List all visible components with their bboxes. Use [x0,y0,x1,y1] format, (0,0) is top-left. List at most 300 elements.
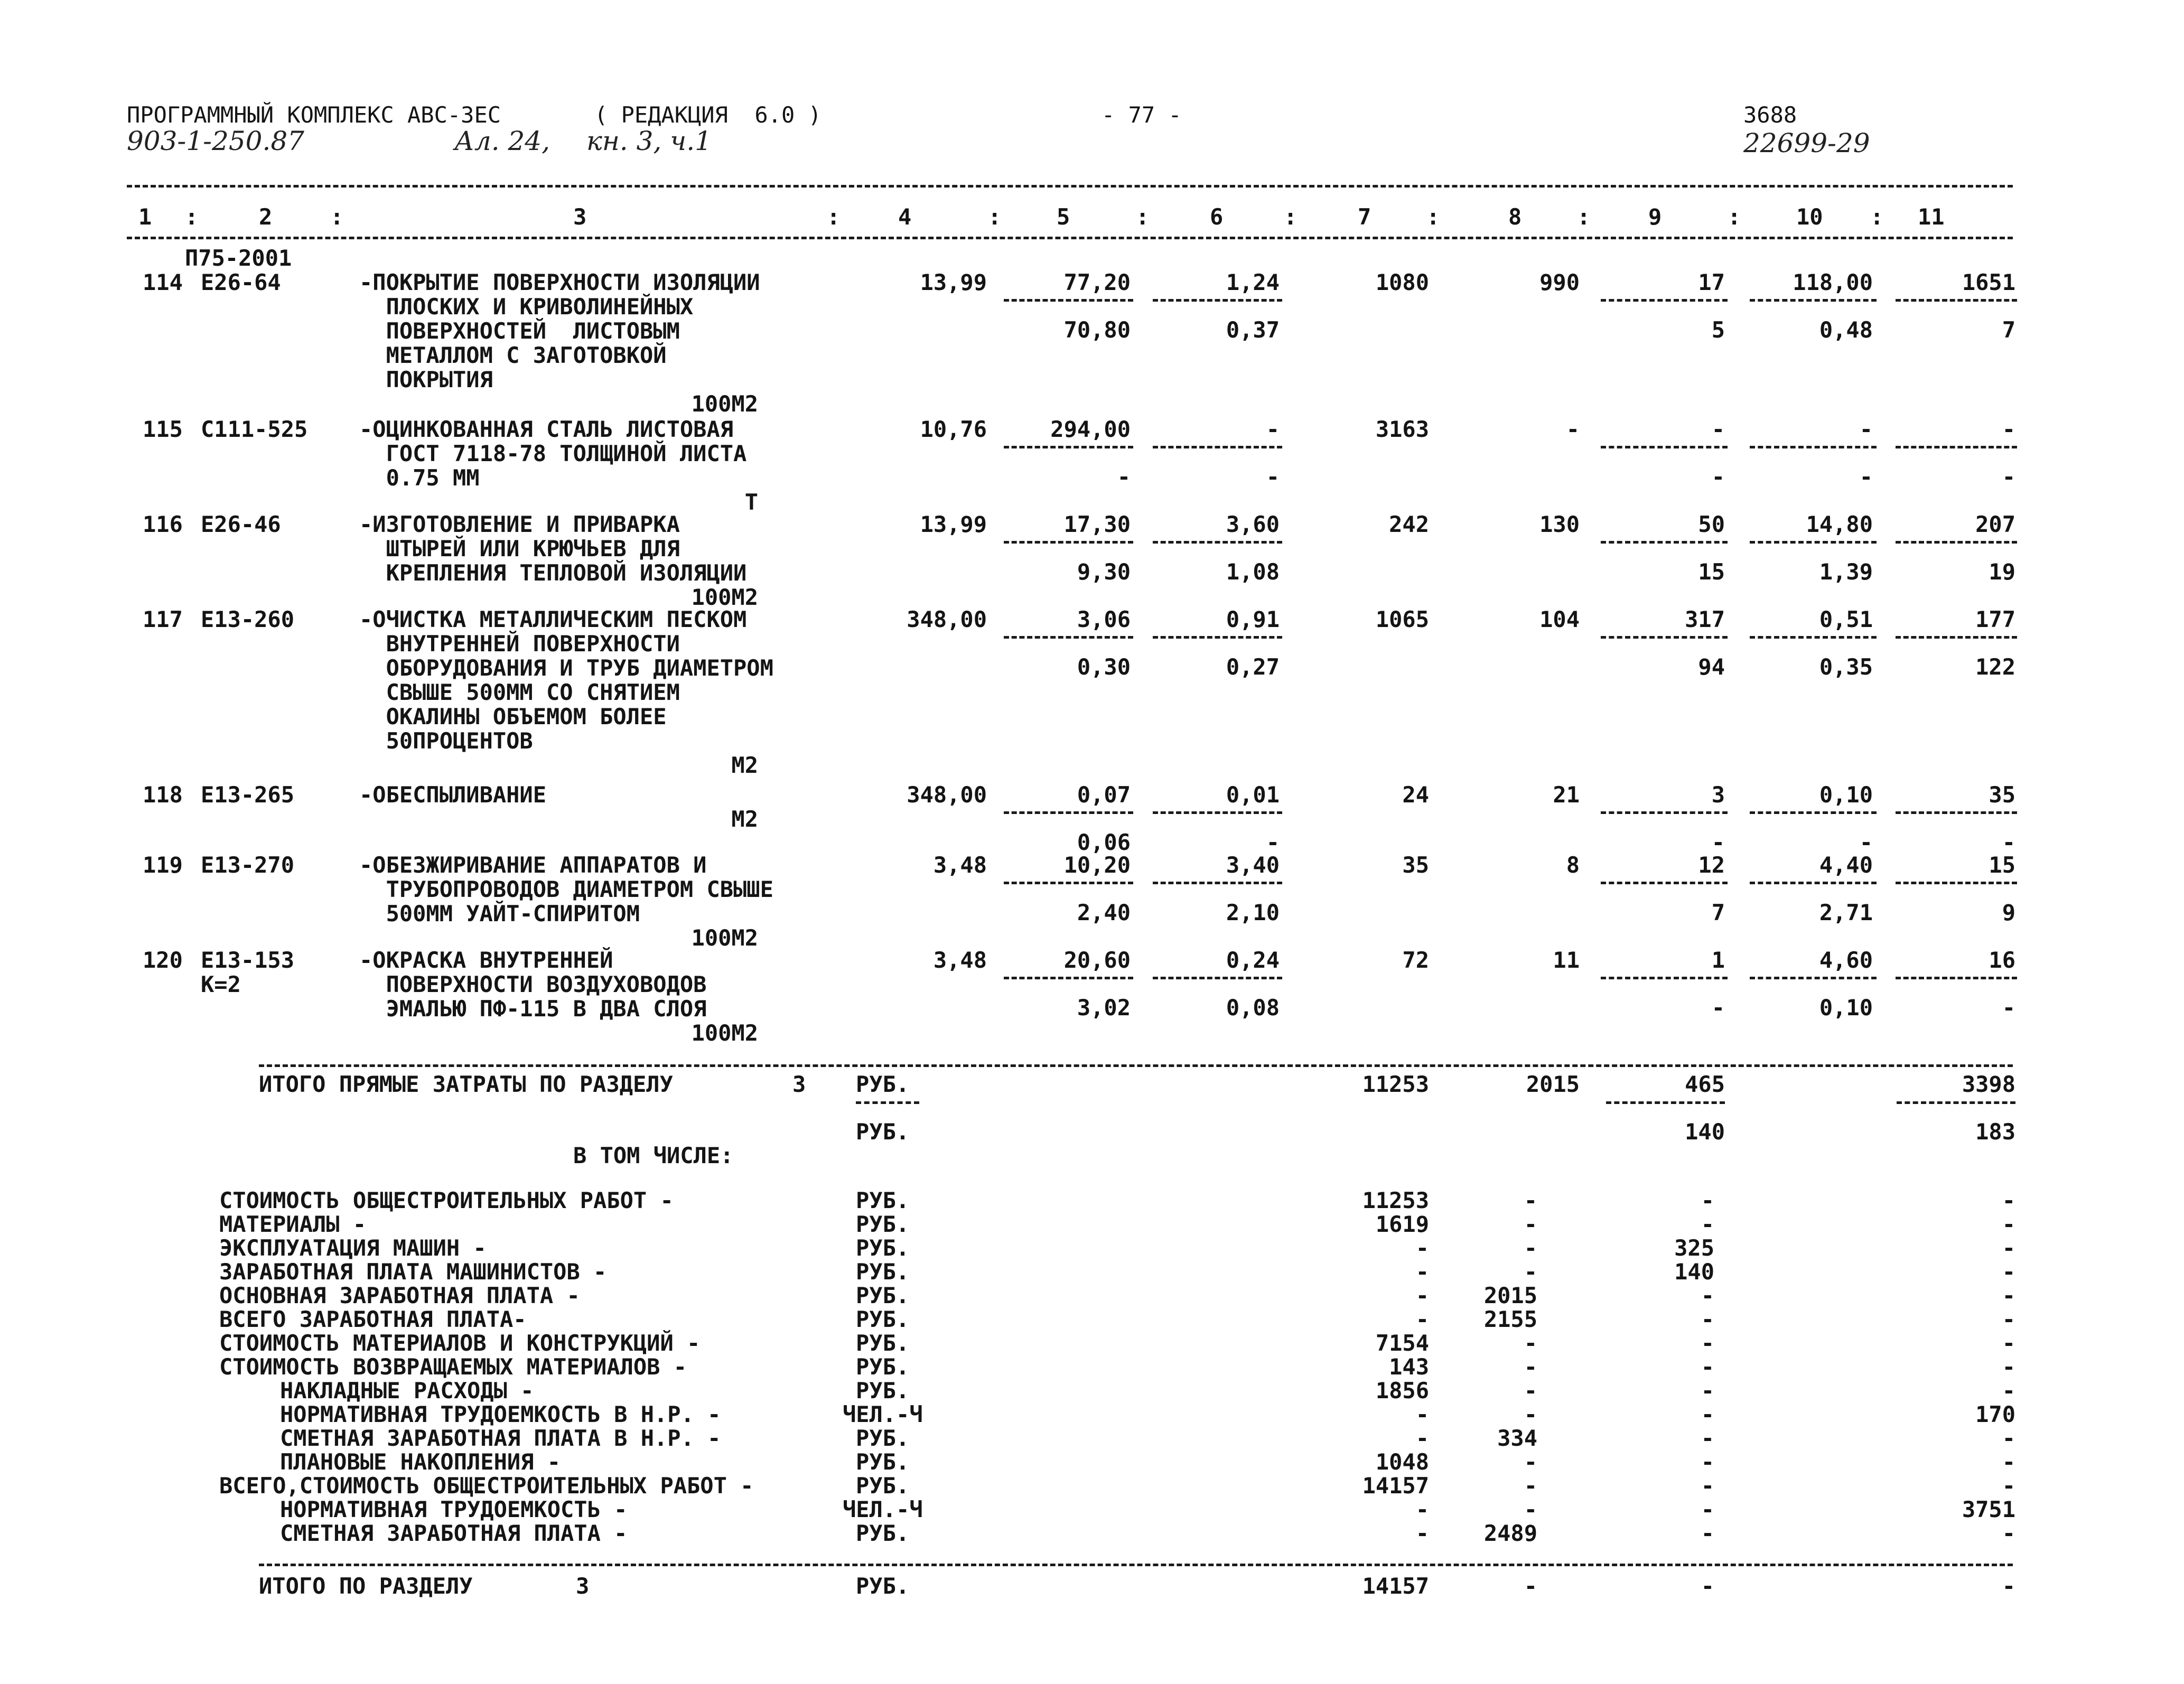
item-machinist-labor: 0,48 [1819,317,1873,343]
handwritten-album: Ал. 24, [454,126,550,156]
item-unit-wages: 2,40 [1077,900,1131,925]
breakdown-wages: - [1524,1496,1537,1522]
breakdown-label: МАТЕРИАЛЫ - [219,1211,367,1237]
item-subline-rule [1601,882,1728,884]
item-subline-rule [1750,446,1877,448]
item-labor: 4,60 [1819,947,1873,973]
breakdown-labor: - [2002,1425,2015,1451]
final-rule [259,1564,2013,1566]
item-code: Е13-153 [201,947,295,973]
handwritten-project-code: 903-1-250.87 [127,126,304,156]
breakdown-label: СМЕТНАЯ ЗАРАБОТНАЯ ПЛАТА - [280,1520,628,1546]
item-unit: 100М2 [691,391,758,417]
breakdown-labor: 3751 [1962,1496,2015,1522]
item-description-line: -ОБЕСПЫЛИВАНИЕ [359,782,547,808]
item-description-line: 50ПРОЦЕНТОВ [359,728,533,754]
breakdown-cost: 7154 [1375,1330,1429,1356]
item-unit-machine: - [1266,416,1280,442]
column-separator: : [1136,204,1150,230]
item-labor-total: 16 [1989,947,2015,973]
item-machinist-labor-total: 9 [2002,900,2015,925]
breakdown-cost: 11253 [1362,1187,1429,1213]
item-machinist-wages: - [1711,464,1725,490]
item-total-cost: 1065 [1375,606,1429,632]
item-subline-rule [1601,811,1728,814]
item-description-line: -ИЗГОТОВЛЕНИЕ И ПРИВАРКА [359,511,680,537]
item-subline-rule [1153,882,1282,884]
breakdown-labor: - [2002,1211,2015,1237]
breakdown-unit: ЧЕЛ.-Ч [843,1496,923,1522]
item-machinist-labor-total: 19 [1989,559,2015,585]
breakdown-cost: - [1415,1425,1429,1451]
item-unit-machine: 3,60 [1226,511,1280,537]
breakdown-machine: - [1701,1425,1714,1451]
item-code: Е26-46 [201,511,281,537]
table-top-rule [127,185,2013,188]
breakdown-wages: - [1524,1259,1537,1285]
item-unit-machinist-wages: 0,08 [1226,995,1280,1021]
breakdown-wages: 334 [1497,1425,1537,1451]
item-unit-cost: 0,07 [1077,782,1131,808]
final-total-section: 3 [576,1573,590,1599]
breakdown-label: НОРМАТИВНАЯ ТРУДОЕМКОСТЬ В Н.Р. - [280,1401,721,1427]
column-header-rule [127,237,2013,239]
column-number: 6 [1210,204,1224,230]
item-description-line: ОБОРУДОВАНИЯ И ТРУБ ДИАМЕТРОМ [359,655,773,681]
final-total-cost: 14157 [1362,1573,1429,1599]
item-code: Е26-64 [201,269,281,295]
item-machinist-wages: 7 [1711,900,1725,925]
breakdown-labor: - [2002,1235,2015,1261]
item-quantity: 3,48 [933,852,987,878]
breakdown-label: НАКЛАДНЫЕ РАСХОДЫ - [280,1378,534,1404]
breakdown-label: ОСНОВНАЯ ЗАРАБОТНАЯ ПЛАТА - [219,1283,580,1308]
breakdown-machine: - [1701,1306,1714,1332]
item-machinist-labor: 1,39 [1819,559,1873,585]
direct-costs-machine-rule [1606,1101,1725,1104]
item-machinist-labor: - [1859,464,1873,490]
breakdown-unit: РУБ. [856,1520,910,1546]
item-subline-rule [1750,299,1877,302]
item-total-wages: 8 [1566,852,1580,878]
breakdown-unit: РУБ. [856,1330,910,1356]
item-description-line: ЭМАЛЬЮ ПФ-115 В ДВА СЛОЯ [359,996,707,1022]
item-subline-rule [1601,446,1728,448]
final-total-unit: РУБ. [856,1573,910,1599]
direct-costs-unit: РУБ. [856,1071,910,1097]
item-unit-machinist-wages: 0,27 [1226,654,1280,680]
item-unit: 100М2 [691,584,758,610]
breakdown-labor: 170 [1975,1401,2015,1427]
handwritten-inventory-number: 22699-29 [1743,128,1870,158]
item-number: 114 [143,269,183,295]
breakdown-unit: РУБ. [856,1354,910,1380]
column-number: 3 [573,204,587,230]
column-separator: : [1284,204,1298,230]
direct-costs-machinist-wages: 140 [1685,1119,1725,1145]
program-name: ПРОГРАММНЫЙ КОМПЛЕКС АВС-ЗЕС [127,102,501,128]
item-description-line: КРЕПЛЕНИЯ ТЕПЛОВОЙ ИЗОЛЯЦИИ [359,560,747,586]
item-subline-rule [1750,636,1877,639]
item-unit-cost: 17,30 [1063,511,1131,537]
breakdown-wages: 2155 [1483,1306,1537,1332]
column-number: 9 [1648,204,1662,230]
item-total-cost: 242 [1389,511,1429,537]
item-description-line: ПОКРЫТИЯ [359,367,493,392]
item-total-cost: 24 [1402,782,1429,808]
item-description-line: ПОВЕРХНОСТЕЙ ЛИСТОВЫМ [359,318,680,344]
item-unit-cost: 3,06 [1077,606,1131,632]
item-description-line: ВНУТРЕННЕЙ ПОВЕРХНОСТИ [359,631,680,657]
item-subline-rule [1153,811,1282,814]
breakdown-machine: - [1701,1187,1714,1213]
item-machinist-labor: 0,35 [1819,654,1873,680]
item-machinist-labor: 2,71 [1819,900,1873,925]
final-total-wages: - [1524,1573,1537,1599]
breakdown-wages: - [1524,1401,1537,1427]
breakdown-unit: РУБ. [856,1187,910,1213]
breakdown-labor: - [2002,1259,2015,1285]
breakdown-machine: - [1701,1378,1714,1404]
breakdown-labor: - [2002,1283,2015,1308]
item-subline-rule [1750,882,1877,884]
breakdown-unit: РУБ. [856,1449,910,1475]
breakdown-label: СМЕТНАЯ ЗАРАБОТНАЯ ПЛАТА В Н.Р. - [280,1425,721,1451]
breakdown-labor: - [2002,1187,2015,1213]
breakdown-unit: РУБ. [856,1306,910,1332]
item-subline-rule [1004,811,1133,814]
column-number: 1 [138,204,152,230]
direct-costs-total: 11253 [1362,1071,1429,1097]
document-number: 3688 [1743,102,1797,128]
item-subline-rule [1896,811,2017,814]
column-number: 11 [1918,204,1945,230]
item-description-line: ТРУБОПРОВОДОВ ДИАМЕТРОМ СВЫШЕ [359,876,773,902]
item-total-wages: 990 [1539,269,1580,295]
breakdown-cost: - [1415,1283,1429,1308]
item-machinist-labor-total: 7 [2002,317,2015,343]
breakdown-labor: - [2002,1449,2015,1475]
item-subline-rule [1601,299,1728,302]
item-quantity: 10,76 [920,416,987,442]
final-total-labor: - [2002,1573,2015,1599]
item-labor: 118,00 [1793,269,1873,295]
item-quantity: 13,99 [920,511,987,537]
breakdown-machine: - [1701,1473,1714,1499]
item-unit: Т [744,489,758,515]
final-total-machine: - [1701,1573,1714,1599]
item-quantity: 3,48 [933,947,987,973]
item-labor-total: 207 [1975,511,2015,537]
item-labor-total: 35 [1989,782,2015,808]
item-total-cost: 3163 [1375,416,1429,442]
breakdown-label: ЗАРАБОТНАЯ ПЛАТА МАШИНИСТОВ - [219,1259,607,1285]
item-total-cost: 72 [1402,947,1429,973]
breakdown-machine: - [1701,1520,1714,1546]
item-unit-wages: 0,30 [1077,654,1131,680]
breakdown-cost: - [1415,1496,1429,1522]
item-machinist-wages: - [1711,995,1725,1021]
item-description-line: ПЛОСКИХ И КРИВОЛИНЕЙНЫХ [359,294,694,320]
breakdown-cost: 1856 [1375,1378,1429,1404]
item-unit-machinist-wages: 2,10 [1226,900,1280,925]
column-separator: : [988,204,1002,230]
breakdown-unit: РУБ. [856,1259,910,1285]
column-separator: : [1870,204,1884,230]
item-description-line: СВЫШЕ 500ММ СО СНЯТИЕМ [359,679,680,705]
breakdown-machine: - [1701,1496,1714,1522]
item-total-machine: - [1711,416,1725,442]
item-unit-machine: 0,91 [1226,606,1280,632]
breakdown-cost: 14157 [1362,1473,1429,1499]
item-unit: М2 [731,752,758,778]
final-total-label: ИТОГО ПО РАЗДЕЛУ [259,1573,473,1599]
edition-label: ( РЕДАКЦИЯ 6.0 ) [594,102,822,128]
item-total-machine: 3 [1711,782,1725,808]
breakdown-cost: - [1415,1306,1429,1332]
breakdown-wages: - [1524,1378,1537,1404]
breakdown-machine: - [1701,1283,1714,1308]
breakdown-label: СТОИМОСТЬ ОБЩЕСТРОИТЕЛЬНЫХ РАБОТ - [219,1187,674,1213]
breakdown-wages: 2015 [1483,1283,1537,1308]
item-unit-cost: 10,20 [1063,852,1131,878]
item-total-wages: 21 [1553,782,1580,808]
item-unit-machine: 0,01 [1226,782,1280,808]
breakdown-unit: РУБ. [856,1211,910,1237]
column-number: 10 [1796,204,1823,230]
item-labor-total: 15 [1989,852,2015,878]
item-total-machine: 317 [1685,606,1725,632]
breakdown-label: ВСЕГО ЗАРАБОТНАЯ ПЛАТА- [219,1306,527,1332]
direct-costs-machinist-labor: 183 [1975,1119,2015,1145]
item-description-line: ГОСТ 7118-78 ТОЛЩИНОЙ ЛИСТА [359,441,747,466]
item-unit-cost: 294,00 [1050,416,1131,442]
item-subline-rule [1004,299,1133,302]
direct-costs-label: ИТОГО ПРЯМЫЕ ЗАТРАТЫ ПО РАЗДЕЛУ [259,1071,673,1097]
item-total-wages: - [1566,416,1580,442]
item-labor-total: 1651 [1962,269,2015,295]
breakdown-label: НОРМАТИВНАЯ ТРУДОЕМКОСТЬ - [280,1496,628,1522]
item-code: Е13-270 [201,852,295,878]
column-number: 4 [898,204,912,230]
item-description-line: ОКАЛИНЫ ОБЪЕМОМ БОЛЕЕ [359,704,667,729]
column-number: 8 [1508,204,1522,230]
item-unit-machinist-wages: 0,37 [1226,317,1280,343]
item-subline-rule [1750,541,1877,544]
item-description-line: -ОЧИСТКА МЕТАЛЛИЧЕСКИМ ПЕСКОМ [359,606,747,632]
item-machinist-labor-total: - [2002,995,2015,1021]
direct-costs-labor-rule [1897,1101,2015,1104]
item-unit: М2 [731,806,758,832]
breakdown-label: ПЛАНОВЫЕ НАКОПЛЕНИЯ - [280,1449,561,1475]
item-unit-machinist-wages: - [1266,829,1280,855]
item-machinist-labor-total: 122 [1975,654,2015,680]
item-unit-cost: 20,60 [1063,947,1131,973]
item-number: 116 [143,511,183,537]
item-number: 120 [143,947,183,973]
breakdown-machine: - [1701,1354,1714,1380]
item-subline-rule [1153,977,1282,979]
column-number: 2 [259,204,273,230]
item-total-cost: 1080 [1375,269,1429,295]
item-total-machine: 12 [1698,852,1725,878]
page-number: - 77 - [1102,102,1182,128]
column-separator: : [330,204,344,230]
item-total-wages: 11 [1553,947,1580,973]
item-subline-rule [1153,636,1282,639]
item-code: Е13-265 [201,782,295,808]
item-quantity: 348,00 [907,606,987,632]
item-unit: 100М2 [691,925,758,951]
column-number: 5 [1057,204,1070,230]
item-description-line: 500ММ УАЙТ-СПИРИТОМ [359,901,640,927]
breakdown-wages: - [1524,1473,1537,1499]
item-labor: 14,80 [1806,511,1873,537]
breakdown-label: СТОИМОСТЬ ВОЗВРАЩАЕМЫХ МАТЕРИАЛОВ - [219,1354,687,1380]
breakdown-machine: 140 [1674,1259,1714,1285]
item-total-cost: 35 [1402,852,1429,878]
item-subline-rule [1896,541,2017,544]
breakdown-unit: РУБ. [856,1425,910,1451]
item-description-line: -ОКРАСКА ВНУТРЕННЕЙ [359,947,613,973]
breakdown-labor: - [2002,1520,2015,1546]
item-number: 118 [143,782,183,808]
breakdown-labor: - [2002,1473,2015,1499]
item-quantity: 348,00 [907,782,987,808]
item-number: 117 [143,606,183,632]
item-unit-wages: 0,06 [1077,829,1131,855]
item-subline-rule [1601,636,1728,639]
item-labor-total: 177 [1975,606,2015,632]
breakdown-cost: - [1415,1235,1429,1261]
item-description-line: -ОБЕЗЖИРИВАНИЕ АППАРАТОВ И [359,852,707,878]
totals-top-rule [259,1064,2013,1067]
item-subline-rule [1004,541,1133,544]
breakdown-labor: - [2002,1354,2015,1380]
item-machinist-labor: - [1859,829,1873,855]
direct-costs-unit-2: РУБ. [856,1119,910,1145]
breakdown-labor: - [2002,1306,2015,1332]
item-unit-machine: 3,40 [1226,852,1280,878]
item-machinist-labor-total: - [2002,829,2015,855]
item-machinist-wages: - [1711,829,1725,855]
item-subline-rule [1750,977,1877,979]
breakdown-wages: - [1524,1449,1537,1475]
breakdown-wages: - [1524,1354,1537,1380]
item-unit-machine: 1,24 [1226,269,1280,295]
item-total-machine: 50 [1698,511,1725,537]
breakdown-unit: РУБ. [856,1283,910,1308]
item-quantity: 13,99 [920,269,987,295]
item-subline-rule [1896,446,2017,448]
breakdown-cost: 1619 [1375,1211,1429,1237]
item-description-line: МЕТАЛЛОМ С ЗАГОТОВКОЙ [359,342,667,368]
item-subline-rule [1004,446,1133,448]
breakdown-labor: - [2002,1330,2015,1356]
item-unit-wages: 3,02 [1077,995,1131,1021]
item-unit-machine: 0,24 [1226,947,1280,973]
breakdown-machine: - [1701,1211,1714,1237]
item-subline-rule [1896,882,2017,884]
item-labor: - [1859,416,1873,442]
item-description-line: -ОЦИНКОВАННАЯ СТАЛЬ ЛИСТОВАЯ [359,416,734,442]
breakdown-label: ВСЕГО,СТОИМОСТЬ ОБЩЕСТРОИТЕЛЬНЫХ РАБОТ - [219,1473,754,1499]
item-subline-rule [1004,977,1133,979]
item-machinist-wages: 5 [1711,317,1725,343]
item-labor: 0,10 [1819,782,1873,808]
item-machinist-labor-total: - [2002,464,2015,490]
breakdown-machine: 325 [1674,1235,1714,1261]
item-code-suffix: К=2 [201,971,241,997]
item-code-prefix: П75-2001 [185,245,292,271]
item-labor-total: - [2002,416,2015,442]
breakdown-cost: - [1415,1401,1429,1427]
breakdown-unit: РУБ. [856,1473,910,1499]
item-unit-machinist-wages: 1,08 [1226,559,1280,585]
item-subline-rule [1601,541,1728,544]
item-number: 119 [143,852,183,878]
item-unit-machinist-wages: - [1266,464,1280,490]
handwritten-book: кн. 3, ч.1 [586,126,712,156]
column-separator: : [1426,204,1440,230]
item-code: Е13-260 [201,606,295,632]
item-labor: 0,51 [1819,606,1873,632]
breakdown-unit: ЧЕЛ.-Ч [843,1401,923,1427]
item-description-line: ПОВЕРХНОСТИ ВОЗДУХОВОДОВ [359,971,707,997]
item-unit-wages: 9,30 [1077,559,1131,585]
item-subline-rule [1896,977,2017,979]
item-subline-rule [1896,299,2017,302]
item-subline-rule [1153,299,1282,302]
direct-costs-machine: 465 [1685,1071,1725,1097]
item-unit-cost: 77,20 [1063,269,1131,295]
including-label: В ТОМ ЧИСЛЕ: [573,1143,734,1168]
item-total-machine: 1 [1711,947,1725,973]
breakdown-label: СТОИМОСТЬ МАТЕРИАЛОВ И КОНСТРУКЦИЙ - [219,1330,701,1356]
breakdown-cost: - [1415,1520,1429,1546]
item-subline-rule [1601,977,1728,979]
direct-costs-unit-rule [856,1101,919,1104]
item-subline-rule [1153,446,1282,448]
item-machinist-wages: 94 [1698,654,1725,680]
item-unit-wages: - [1117,464,1131,490]
column-number: 7 [1358,204,1371,230]
breakdown-wages: - [1524,1330,1537,1356]
breakdown-machine: - [1701,1401,1714,1427]
item-machinist-wages: 15 [1698,559,1725,585]
item-subline-rule [1004,882,1133,884]
direct-costs-wages: 2015 [1526,1071,1580,1097]
item-labor: 4,40 [1819,852,1873,878]
item-machinist-labor: 0,10 [1819,995,1873,1021]
item-subline-rule [1153,541,1282,544]
item-description-line: -ПОКРЫТИЕ ПОВЕРХНОСТИ ИЗОЛЯЦИИ [359,269,760,295]
breakdown-machine: - [1701,1449,1714,1475]
breakdown-unit: РУБ. [856,1378,910,1404]
item-code: С111-525 [201,416,308,442]
item-description-line: ШТЫРЕЙ ИЛИ КРЮЧЬЕВ ДЛЯ [359,536,680,562]
item-subline-rule [1896,636,2017,639]
breakdown-wages: - [1524,1235,1537,1261]
breakdown-cost: 1048 [1375,1449,1429,1475]
item-total-wages: 104 [1539,606,1580,632]
breakdown-wages: - [1524,1211,1537,1237]
item-number: 115 [143,416,183,442]
breakdown-label: ЭКСПЛУАТАЦИЯ МАШИН - [219,1235,487,1261]
item-description-line: 0.75 ММ [359,465,480,491]
column-separator: : [827,204,841,230]
item-total-machine: 17 [1698,269,1725,295]
